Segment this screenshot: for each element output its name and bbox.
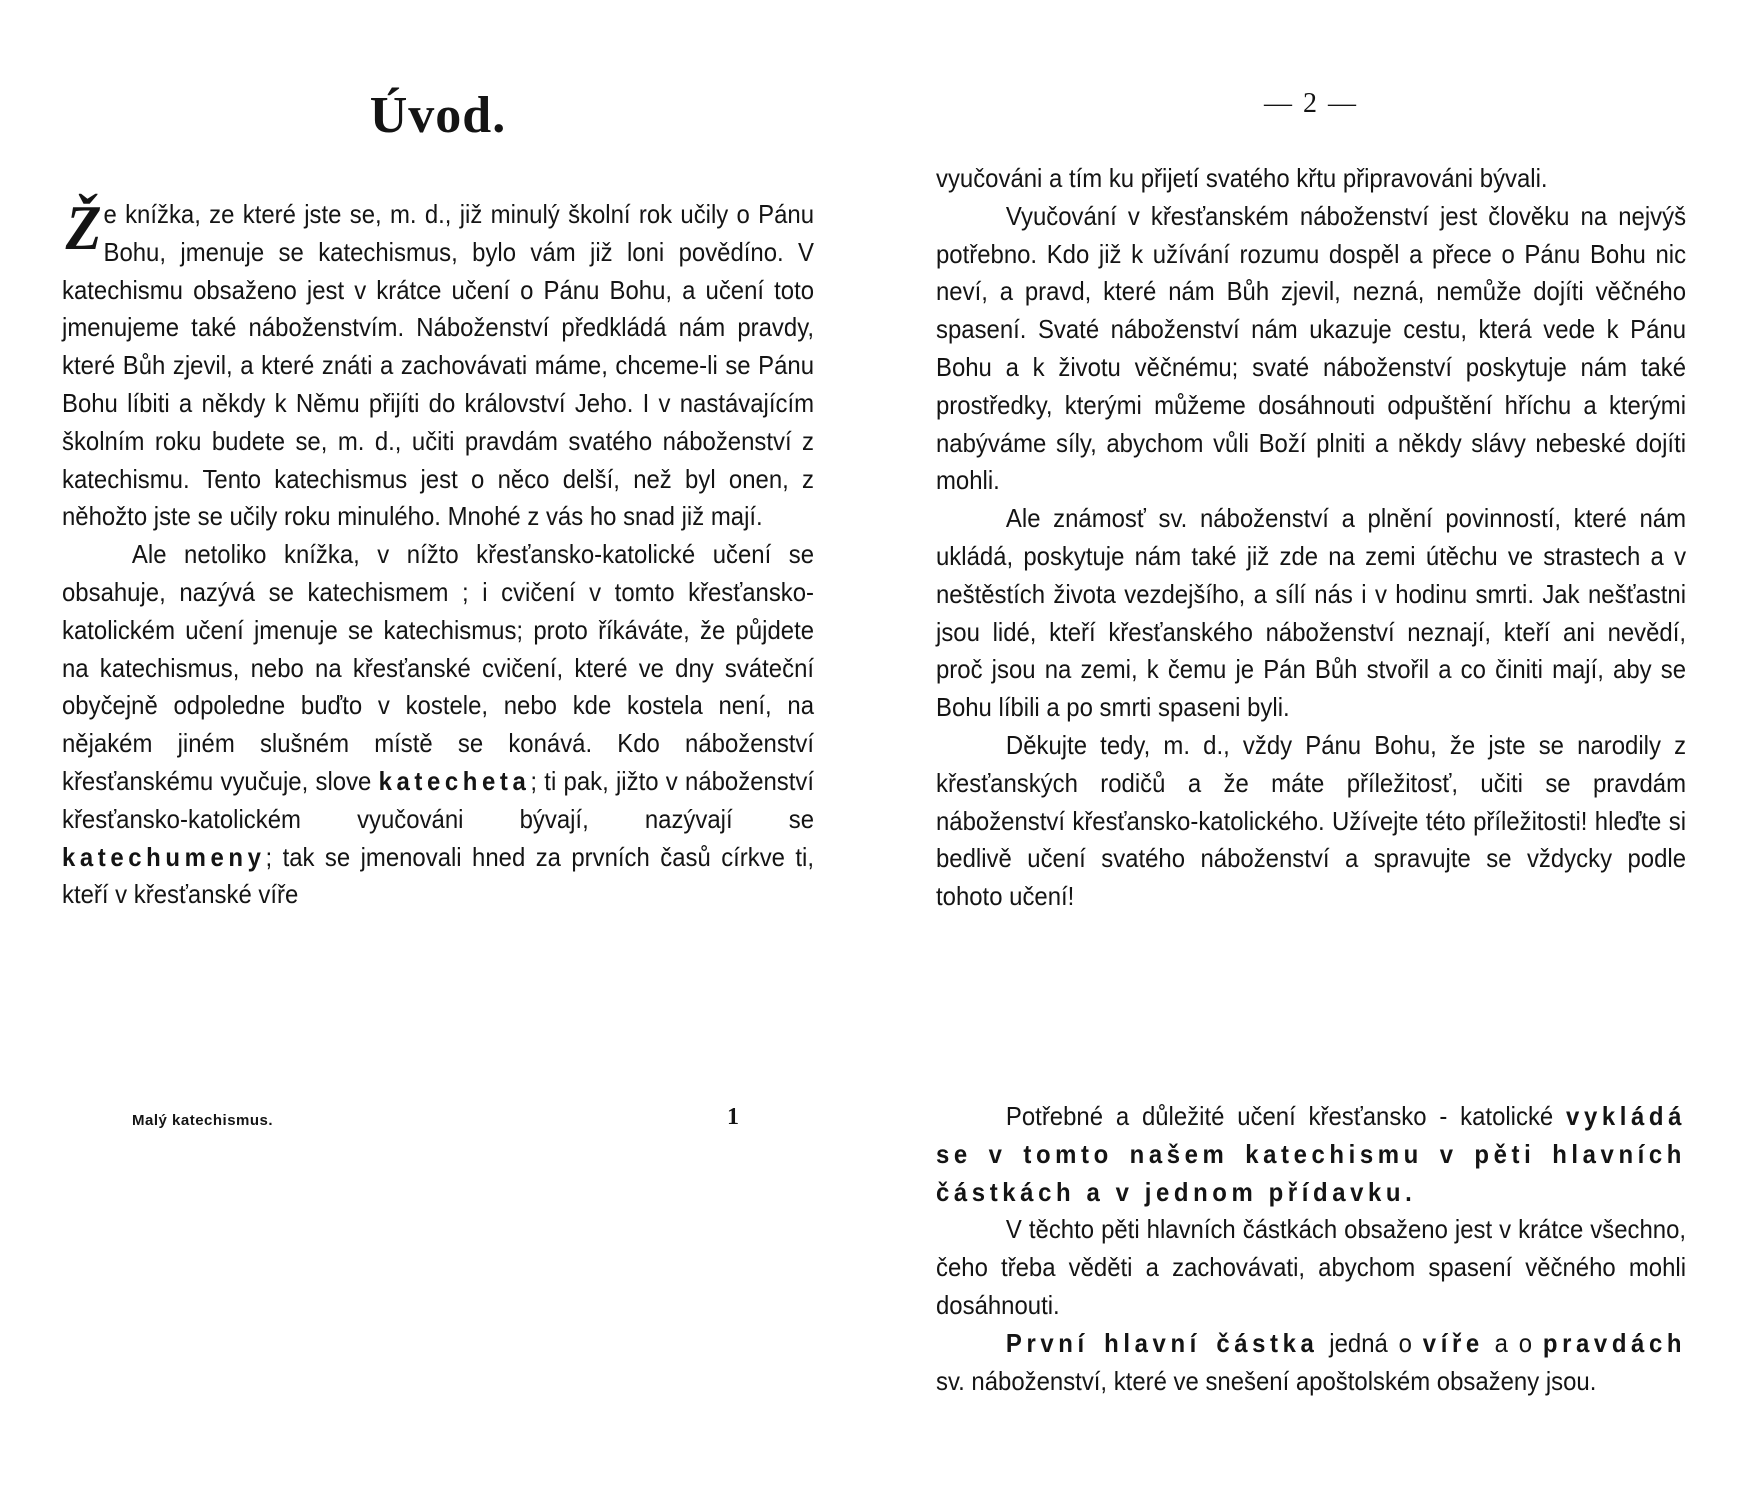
left-page [62,0,814,1500]
paragraph-2: Ale netoliko knížka, v nížto křesťansko-katolické učení se obsahuje, nazývá se katechismem ; i cvičení v tomto křesťansko-katolickém učení jmenuje se katechismus; proto říkáváte, že půjdete na katechismus, nebo na křesťanské cvičení, které ve dny sváteční obyčejně odpoledne buďto v kostele, nebo kde kostela není, na nějakém jiném slušném místě se konává. Kdo náboženství křesťanskému vyučuje, slove katecheta; ti pak, jižto v náboženství křesťansko-katolickém vyučováni bývají, nazývají se katechumeny; tak se jmenovali hned za prvních časů církve ti, kteří v křesťanské víře [62,539,815,910]
paragraph-prvni: První hlavní částka jedná o víře a o pravdách sv. náboženství, které ve snešení apoštolském obsaženy jsou. [936,1327,1687,1396]
page-title: Úvod. [369,87,507,144]
term-katecheta: katecheta [378,765,531,796]
right-page [936,0,1686,1500]
right-body-text [936,160,1686,916]
footer-book-title: Malý katechismus. [132,1112,274,1129]
paragraph-dekujte: Děkujte tedy, m. d., vždy Pánu Bohu, že jste se narodily z křesťanských rodičů a že máte příležitosť, učiti se pravdám náboženství křesťansko-katolického. Užívejte této příležitosti! hleďte si bedlivě učení svatého náboženství a spravujte se vždycky podle tohoto učení! [936,729,1687,912]
running-head-page-number: — 2 — [1264,88,1358,119]
paragraph-continued: vyučováni a tím ku přijetí svatého křtu připravováni bývali. [936,163,1548,193]
right-section-two [936,1098,1686,1400]
term-katechumeny: katechumeny [62,841,266,872]
left-body-text [62,192,815,914]
paragraph-vyucovani: Vyučování v křesťanském náboženství jest člověku na nejvýš potřebno. Kdo již k užívání rozumu dospěl a přece o Pánu Bohu nic neví, a pravd, které nám Bůh zjevil, nezná, nemůže dojíti věčného spasení. Svaté náboženství nám ukazuje cestu, která vede k Pánu Bohu a k životu věčnému; svaté náboženství poskytuje nám také prostředky, kterými můžeme dosáhnouti odpuštění hříchu a kterými nabýváme síly, abychom vůli Boží plniti a někdy slávy nebeské dojíti mohli. [936,200,1687,496]
spaced-vyklada: vykládá se v tomto našem katechismu v pěti hlavních částkách a v jednom přídavku. [936,1101,1687,1207]
paragraph-potrebne: Potřebné a důležité učení křesťansko - katolické vykládá se v tomto našem katechismu v pěti hlavních částkách a v jednom přídavku. [936,1101,1687,1207]
page-number: 1 [727,1104,739,1130]
paragraph-1 [62,192,815,536]
paragraph-1-text: e knížka, ze které jste se, m. d., již minulý školní rok učily o Pánu Bohu, jmenuje se katechismus, bylo vám již loni povědíno. V katechismu obsaženo jest v krátce učení o Pánu Bohu, a učení toto jmenujeme také náboženstvím. Náboženství předkládá nám pravdy, které Bůh zjevil, a které znáti a zachovávati máme, chceme-li se Pánu Bohu líbiti a někdy k Němu přijíti do království Jeho. I v nastávajícím školním roku budete se, m. d., učiti pravdám svatého náboženství z katechismu. Tento katechismus jest o něco delší, než byl onen, z něhožto jste se učily roku minulého. Mnohé z vás ho snad již mají. [62,199,815,532]
decorative-initial: Ž [65,192,102,263]
paragraph-v-techto: V těchto pěti hlavních částkách obsaženo jest v krátce všechno, čeho třeba věděti a zachovávati, abychom spasení věčného mohli dosáhnouti. [936,1214,1687,1320]
paragraph-znamost: Ale známosť sv. náboženství a plnění povinností, které nám ukládá, poskytuje nám také již zde na zemi útěchu ve strastech a v neštěstích života vezdejšího, a sílí nás i v hodinu smrti. Jak nešťastni jsou lidé, kteří křesťanského náboženství neznají, kteří ani nevědí, proč jsou na zemi, k čemu je Pán Bůh stvořil a co činiti mají, aby se Bohu líbili a po smrti spaseni byli. [936,503,1687,723]
